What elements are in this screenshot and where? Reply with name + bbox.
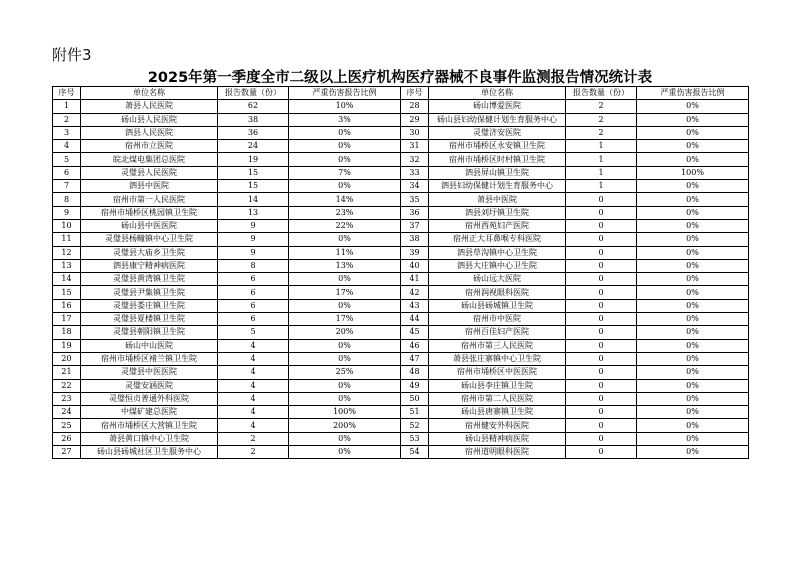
table-row (53, 180, 749, 193)
cell-report-count-right: 0 (566, 446, 637, 459)
cell-unit-name-right: 砀山博爱医院 (429, 100, 566, 113)
cell-report-count-left: 6 (218, 286, 289, 299)
table-row (53, 100, 749, 113)
cell-seq-left: 4 (53, 140, 81, 153)
cell-unit-name-left: 宿州市第一人民医院 (81, 193, 218, 206)
cell-unit-name-right: 泗县草沟镇中心卫生院 (429, 246, 566, 259)
cell-seq-right: 32 (401, 153, 429, 166)
cell-serious-ratio-left: 0% (289, 180, 401, 193)
cell-serious-ratio-left: 0% (289, 392, 401, 405)
cell-serious-ratio-right: 0% (637, 153, 749, 166)
table-row (53, 233, 749, 246)
cell-seq-left: 2 (53, 113, 81, 126)
cell-report-count-right: 1 (566, 180, 637, 193)
cell-report-count-right: 0 (566, 406, 637, 419)
cell-unit-name-left: 灵璧县人民医院 (81, 166, 218, 179)
table-row (53, 140, 749, 153)
cell-unit-name-right: 宿州市埇桥区中医医院 (429, 366, 566, 379)
cell-report-count-left: 6 (218, 273, 289, 286)
cell-unit-name-right: 宿州健安外科医院 (429, 419, 566, 432)
cell-seq-left: 13 (53, 259, 81, 272)
cell-unit-name-left: 灵璧恒贞普通外科医院 (81, 392, 218, 405)
table-row (53, 193, 749, 206)
cell-unit-name-left: 皖北煤电集团总医院 (81, 153, 218, 166)
table-row (53, 432, 749, 445)
cell-report-count-right: 2 (566, 126, 637, 139)
cell-serious-ratio-left: 0% (289, 140, 401, 153)
cell-serious-ratio-right: 0% (637, 219, 749, 232)
table-row (53, 366, 749, 379)
table-row (53, 259, 749, 272)
cell-report-count-right: 0 (566, 313, 637, 326)
cell-unit-name-left: 萧县人民医院 (81, 100, 218, 113)
cell-unit-name-left: 灵璧县朝阳镇卫生院 (81, 326, 218, 339)
cell-report-count-left: 15 (218, 180, 289, 193)
cell-serious-ratio-right: 0% (637, 140, 749, 153)
cell-serious-ratio-left: 22% (289, 219, 401, 232)
cell-report-count-left: 2 (218, 432, 289, 445)
report-table (52, 86, 749, 459)
cell-report-count-left: 8 (218, 259, 289, 272)
cell-unit-name-right: 宿州市第三人民医院 (429, 339, 566, 352)
cell-report-count-left: 4 (218, 339, 289, 352)
cell-unit-name-left: 灵璧县夏楼镇卫生院 (81, 313, 218, 326)
cell-report-count-right: 1 (566, 140, 637, 153)
table-row (53, 379, 749, 392)
cell-serious-ratio-left: 13% (289, 259, 401, 272)
cell-seq-right: 47 (401, 352, 429, 365)
cell-seq-left: 25 (53, 419, 81, 432)
cell-serious-ratio-left: 14% (289, 193, 401, 206)
cell-report-count-right: 1 (566, 153, 637, 166)
cell-serious-ratio-right: 0% (637, 286, 749, 299)
cell-seq-left: 7 (53, 180, 81, 193)
cell-seq-right: 33 (401, 166, 429, 179)
cell-serious-ratio-left: 0% (289, 432, 401, 445)
cell-seq-right: 53 (401, 432, 429, 445)
cell-seq-right: 31 (401, 140, 429, 153)
cell-unit-name-right: 砀山县砀城镇卫生院 (429, 299, 566, 312)
cell-seq-right: 52 (401, 419, 429, 432)
cell-seq-left: 18 (53, 326, 81, 339)
cell-seq-right: 42 (401, 286, 429, 299)
table-row (53, 166, 749, 179)
table-row (53, 206, 749, 219)
cell-report-count-right: 0 (566, 233, 637, 246)
cell-report-count-left: 9 (218, 219, 289, 232)
header-unit-name-left: 单位名称 (81, 87, 218, 100)
cell-report-count-right: 2 (566, 100, 637, 113)
cell-seq-left: 22 (53, 379, 81, 392)
cell-unit-name-left: 萧县黄口镇中心卫生院 (81, 432, 218, 445)
table-row (53, 339, 749, 352)
header-unit-name-right: 单位名称 (429, 87, 566, 100)
table-row (53, 326, 749, 339)
cell-seq-right: 41 (401, 273, 429, 286)
cell-unit-name-right: 宿州市埇桥区永安镇卫生院 (429, 140, 566, 153)
cell-unit-name-right: 砀山远大医院 (429, 273, 566, 286)
table-row (53, 392, 749, 405)
cell-unit-name-right: 宿州西苑妇产医院 (429, 219, 566, 232)
cell-report-count-left: 4 (218, 379, 289, 392)
cell-seq-left: 19 (53, 339, 81, 352)
cell-unit-name-left: 泗县康宁精神病医院 (81, 259, 218, 272)
cell-seq-right: 30 (401, 126, 429, 139)
cell-unit-name-left: 砀山县中医医院 (81, 219, 218, 232)
cell-unit-name-left: 灵璧县黄湾镇卫生院 (81, 273, 218, 286)
cell-seq-right: 51 (401, 406, 429, 419)
cell-serious-ratio-right: 0% (637, 352, 749, 365)
header-serious-ratio-right: 严重伤害报告比例 (637, 87, 749, 100)
cell-report-count-right: 0 (566, 259, 637, 272)
cell-report-count-left: 2 (218, 446, 289, 459)
table-row (53, 246, 749, 259)
cell-serious-ratio-left: 11% (289, 246, 401, 259)
cell-unit-name-right: 泗县刘圩镇卫生院 (429, 206, 566, 219)
cell-seq-left: 26 (53, 432, 81, 445)
cell-seq-right: 29 (401, 113, 429, 126)
cell-unit-name-left: 灵璧安涵医院 (81, 379, 218, 392)
cell-unit-name-left: 砀山中山医院 (81, 339, 218, 352)
cell-seq-left: 17 (53, 313, 81, 326)
cell-report-count-right: 0 (566, 193, 637, 206)
cell-seq-right: 34 (401, 180, 429, 193)
table-row (53, 299, 749, 312)
cell-serious-ratio-right: 0% (637, 180, 749, 193)
cell-unit-name-right: 宿州正大耳鼻喉专科医院 (429, 233, 566, 246)
cell-unit-name-left: 宿州市埇桥区桃园镇卫生院 (81, 206, 218, 219)
cell-unit-name-right: 砀山县唐寨镇卫生院 (429, 406, 566, 419)
cell-serious-ratio-left: 20% (289, 326, 401, 339)
cell-seq-left: 8 (53, 193, 81, 206)
cell-report-count-left: 36 (218, 126, 289, 139)
table-header-row (53, 87, 749, 100)
cell-seq-left: 5 (53, 153, 81, 166)
cell-seq-right: 37 (401, 219, 429, 232)
cell-report-count-right: 2 (566, 113, 637, 126)
cell-report-count-right: 0 (566, 392, 637, 405)
table-row (53, 219, 749, 232)
cell-unit-name-right: 宿州市埇桥区时村镇卫生院 (429, 153, 566, 166)
cell-serious-ratio-left: 17% (289, 313, 401, 326)
cell-report-count-left: 9 (218, 233, 289, 246)
table-row (53, 113, 749, 126)
cell-seq-right: 38 (401, 233, 429, 246)
cell-unit-name-left: 泗县中医院 (81, 180, 218, 193)
cell-serious-ratio-right: 0% (637, 326, 749, 339)
cell-seq-left: 27 (53, 446, 81, 459)
cell-report-count-right: 0 (566, 273, 637, 286)
cell-seq-left: 16 (53, 299, 81, 312)
cell-report-count-right: 0 (566, 219, 637, 232)
cell-seq-right: 46 (401, 339, 429, 352)
cell-seq-right: 39 (401, 246, 429, 259)
cell-serious-ratio-left: 0% (289, 153, 401, 166)
cell-seq-left: 14 (53, 273, 81, 286)
cell-seq-right: 40 (401, 259, 429, 272)
cell-report-count-right: 0 (566, 246, 637, 259)
cell-unit-name-left: 宿州市立医院 (81, 140, 218, 153)
cell-report-count-right: 0 (566, 432, 637, 445)
page-title: 2025年第一季度全市二级以上医疗机构医疗器械不良事件监测报告情况统计表 (147, 70, 653, 86)
attachment-label: 附件3 (52, 46, 92, 64)
cell-report-count-right: 0 (566, 366, 637, 379)
cell-serious-ratio-left: 0% (289, 379, 401, 392)
cell-serious-ratio-right: 0% (637, 246, 749, 259)
cell-serious-ratio-left: 0% (289, 339, 401, 352)
cell-unit-name-right: 泗县大庄镇中心卫生院 (429, 259, 566, 272)
header-seq-left: 序号 (53, 87, 81, 100)
cell-unit-name-left: 灵璧县中医医院 (81, 366, 218, 379)
cell-serious-ratio-left: 0% (289, 273, 401, 286)
table-row (53, 352, 749, 365)
cell-serious-ratio-left: 0% (289, 299, 401, 312)
cell-unit-name-left: 宿州市埇桥区大营镇卫生院 (81, 419, 218, 432)
table-row (53, 126, 749, 139)
cell-serious-ratio-right: 0% (637, 113, 749, 126)
cell-unit-name-right: 萧县中医院 (429, 193, 566, 206)
cell-unit-name-left: 宿州市埇桥区褚兰镇卫生院 (81, 352, 218, 365)
cell-seq-right: 48 (401, 366, 429, 379)
cell-report-count-left: 14 (218, 193, 289, 206)
cell-serious-ratio-right: 0% (637, 206, 749, 219)
cell-seq-left: 12 (53, 246, 81, 259)
table-row (53, 286, 749, 299)
cell-serious-ratio-right: 0% (637, 379, 749, 392)
cell-report-count-left: 4 (218, 366, 289, 379)
cell-serious-ratio-left: 0% (289, 352, 401, 365)
cell-unit-name-left: 泗县人民医院 (81, 126, 218, 139)
cell-serious-ratio-left: 0% (289, 446, 401, 459)
cell-report-count-left: 38 (218, 113, 289, 126)
cell-seq-right: 49 (401, 379, 429, 392)
header-report-count-right: 报告数量（份） (566, 87, 637, 100)
cell-unit-name-right: 宿州道明眼科医院 (429, 446, 566, 459)
cell-serious-ratio-left: 3% (289, 113, 401, 126)
cell-report-count-right: 0 (566, 286, 637, 299)
cell-seq-left: 23 (53, 392, 81, 405)
cell-seq-right: 54 (401, 446, 429, 459)
cell-report-count-left: 19 (218, 153, 289, 166)
cell-unit-name-right: 灵璧济安医院 (429, 126, 566, 139)
cell-serious-ratio-right: 0% (637, 366, 749, 379)
cell-unit-name-right: 砀山县精神病医院 (429, 432, 566, 445)
cell-seq-right: 43 (401, 299, 429, 312)
cell-seq-right: 36 (401, 206, 429, 219)
cell-report-count-left: 62 (218, 100, 289, 113)
cell-seq-left: 11 (53, 233, 81, 246)
cell-unit-name-right: 砀山县妇幼保健计划生育服务中心 (429, 113, 566, 126)
cell-report-count-left: 6 (218, 313, 289, 326)
table-row (53, 406, 749, 419)
cell-report-count-right: 0 (566, 379, 637, 392)
cell-report-count-left: 4 (218, 406, 289, 419)
cell-unit-name-right: 宿州市第二人民医院 (429, 392, 566, 405)
cell-report-count-left: 24 (218, 140, 289, 153)
cell-serious-ratio-left: 200% (289, 419, 401, 432)
cell-serious-ratio-left: 17% (289, 286, 401, 299)
cell-serious-ratio-right: 0% (637, 259, 749, 272)
cell-seq-right: 44 (401, 313, 429, 326)
cell-serious-ratio-left: 0% (289, 233, 401, 246)
cell-seq-right: 35 (401, 193, 429, 206)
table-row (53, 273, 749, 286)
cell-unit-name-right: 宿州市中医院 (429, 313, 566, 326)
cell-serious-ratio-left: 100% (289, 406, 401, 419)
cell-seq-left: 1 (53, 100, 81, 113)
table-row (53, 153, 749, 166)
cell-serious-ratio-right: 0% (637, 273, 749, 286)
cell-report-count-right: 0 (566, 206, 637, 219)
cell-report-count-right: 1 (566, 166, 637, 179)
cell-unit-name-right: 泗县屏山镇卫生院 (429, 166, 566, 179)
cell-serious-ratio-right: 0% (637, 392, 749, 405)
cell-serious-ratio-right: 0% (637, 432, 749, 445)
cell-serious-ratio-left: 10% (289, 100, 401, 113)
cell-report-count-right: 0 (566, 326, 637, 339)
cell-unit-name-right: 萧县张庄寨镇中心卫生院 (429, 352, 566, 365)
cell-serious-ratio-right: 0% (637, 299, 749, 312)
cell-report-count-left: 6 (218, 299, 289, 312)
cell-unit-name-right: 宿州润视眼科医院 (429, 286, 566, 299)
cell-unit-name-right: 泗县妇幼保健计划生育服务中心 (429, 180, 566, 193)
cell-seq-left: 24 (53, 406, 81, 419)
cell-report-count-left: 13 (218, 206, 289, 219)
cell-serious-ratio-right: 0% (637, 233, 749, 246)
cell-report-count-left: 4 (218, 419, 289, 432)
cell-unit-name-left: 砀山县砀城社区卫生服务中心 (81, 446, 218, 459)
cell-serious-ratio-right: 100% (637, 166, 749, 179)
cell-unit-name-left: 灵璧县娄庄镇卫生院 (81, 299, 218, 312)
cell-serious-ratio-right: 0% (637, 100, 749, 113)
cell-seq-right: 28 (401, 100, 429, 113)
table-row (53, 419, 749, 432)
cell-report-count-right: 0 (566, 352, 637, 365)
cell-serious-ratio-right: 0% (637, 419, 749, 432)
cell-unit-name-left: 灵璧县大庙乡卫生院 (81, 246, 218, 259)
cell-serious-ratio-right: 0% (637, 126, 749, 139)
cell-seq-right: 50 (401, 392, 429, 405)
table-row (53, 446, 749, 459)
cell-serious-ratio-right: 0% (637, 313, 749, 326)
cell-serious-ratio-right: 0% (637, 193, 749, 206)
cell-unit-name-left: 砀山县人民医院 (81, 113, 218, 126)
cell-report-count-left: 9 (218, 246, 289, 259)
cell-seq-left: 10 (53, 219, 81, 232)
table-row (53, 313, 749, 326)
cell-serious-ratio-left: 25% (289, 366, 401, 379)
cell-serious-ratio-left: 7% (289, 166, 401, 179)
cell-serious-ratio-right: 0% (637, 446, 749, 459)
cell-seq-left: 15 (53, 286, 81, 299)
cell-seq-left: 9 (53, 206, 81, 219)
cell-report-count-right: 0 (566, 419, 637, 432)
cell-report-count-right: 0 (566, 339, 637, 352)
header-serious-ratio-left: 严重伤害报告比例 (289, 87, 401, 100)
header-seq-right: 序号 (401, 87, 429, 100)
cell-report-count-left: 4 (218, 352, 289, 365)
cell-seq-left: 20 (53, 352, 81, 365)
cell-serious-ratio-left: 0% (289, 126, 401, 139)
cell-unit-name-left: 灵璧县尹集镇卫生院 (81, 286, 218, 299)
cell-report-count-right: 0 (566, 299, 637, 312)
cell-report-count-left: 5 (218, 326, 289, 339)
cell-seq-left: 3 (53, 126, 81, 139)
cell-seq-left: 21 (53, 366, 81, 379)
cell-seq-left: 6 (53, 166, 81, 179)
cell-unit-name-left: 灵璧县杨疃镇中心卫生院 (81, 233, 218, 246)
cell-unit-name-right: 宿州百佳妇产医院 (429, 326, 566, 339)
cell-unit-name-left: 中煤矿建总医院 (81, 406, 218, 419)
cell-serious-ratio-right: 0% (637, 406, 749, 419)
cell-seq-right: 45 (401, 326, 429, 339)
cell-serious-ratio-left: 23% (289, 206, 401, 219)
cell-unit-name-right: 砀山县李庄镇卫生院 (429, 379, 566, 392)
cell-report-count-left: 15 (218, 166, 289, 179)
cell-serious-ratio-right: 0% (637, 339, 749, 352)
header-report-count-left: 报告数量（份） (218, 87, 289, 100)
cell-report-count-left: 4 (218, 392, 289, 405)
